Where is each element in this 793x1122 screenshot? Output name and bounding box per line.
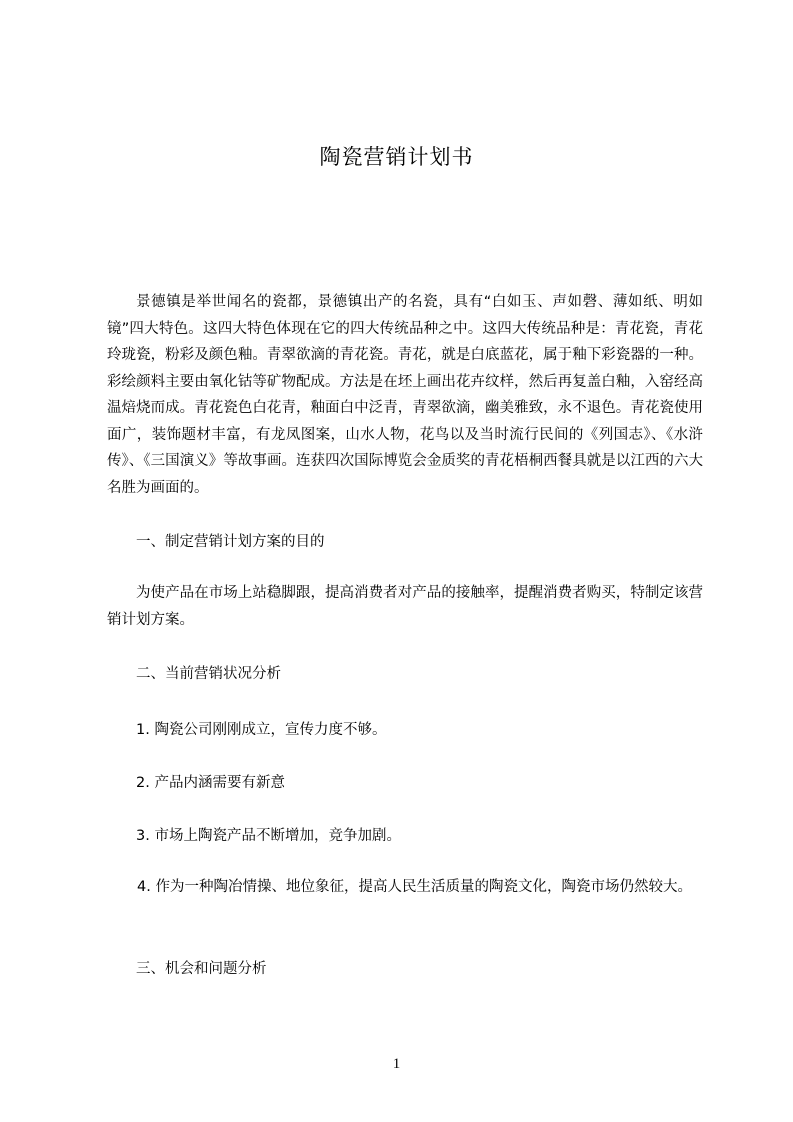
page-number: 1 — [392, 1056, 401, 1072]
list-item: 3. 市场上陶瓷产品不断增加，竞争加剧。 — [136, 828, 401, 844]
section-3-heading: 三、机会和问题分析 — [136, 961, 267, 977]
section-1-heading: 一、制定营销计划方案的目的 — [136, 534, 325, 550]
list-item: 4. 作为一种陶冶情操、地位象征，提高人民生活质量的陶瓷文化，陶瓷市场仍然较大。 — [137, 879, 692, 895]
list-item: 1. 陶瓷公司刚刚成立，宣传力度不够。 — [136, 722, 387, 738]
section-2-heading: 二、当前营销状况分析 — [136, 666, 281, 682]
document-title: 陶瓷营销计划书 — [319, 145, 474, 169]
intro-paragraph: 景德镇是举世闻名的瓷都，景德镇出产的名瓷，具有“白如玉、声如磬、薄如纸、明如镜”四大特色。这四大特色体现在它的四大传统品种之中。这四大传统品种是：青花瓷，青花玲珑瓷，粉彩及颜色釉。青翠欲滴的青花瓷。青花，就是白底蓝花，属于釉下彩瓷器的一种。彩绘颜料主要由氧化钴等矿物配成。方法是在坯上画出花卉纹样，然后再复盖白釉，入窑经高温焙烧而成。青花瓷色白花青，釉面白中泛青，青翠欲滴，幽美雅致，永不退色。青花瓷使用面广，装饰题材丰富，有龙凤图案，山水人物，花鸟以及当时流行民间的《列国志》、《水浒传》、《三国演义》等故事画。连获四次国际博览会金质奖的青花梧桐西餐具就是以江西的六大名胜为画面的。 — [107, 294, 703, 496]
list-item: 2. 产品内涵需要有新意 — [136, 775, 285, 791]
section-1-body: 为使产品在市场上站稳脚跟，提高消费者对产品的接触率，提醒消费者购买，特制定该营销计划方案。 — [107, 585, 703, 628]
